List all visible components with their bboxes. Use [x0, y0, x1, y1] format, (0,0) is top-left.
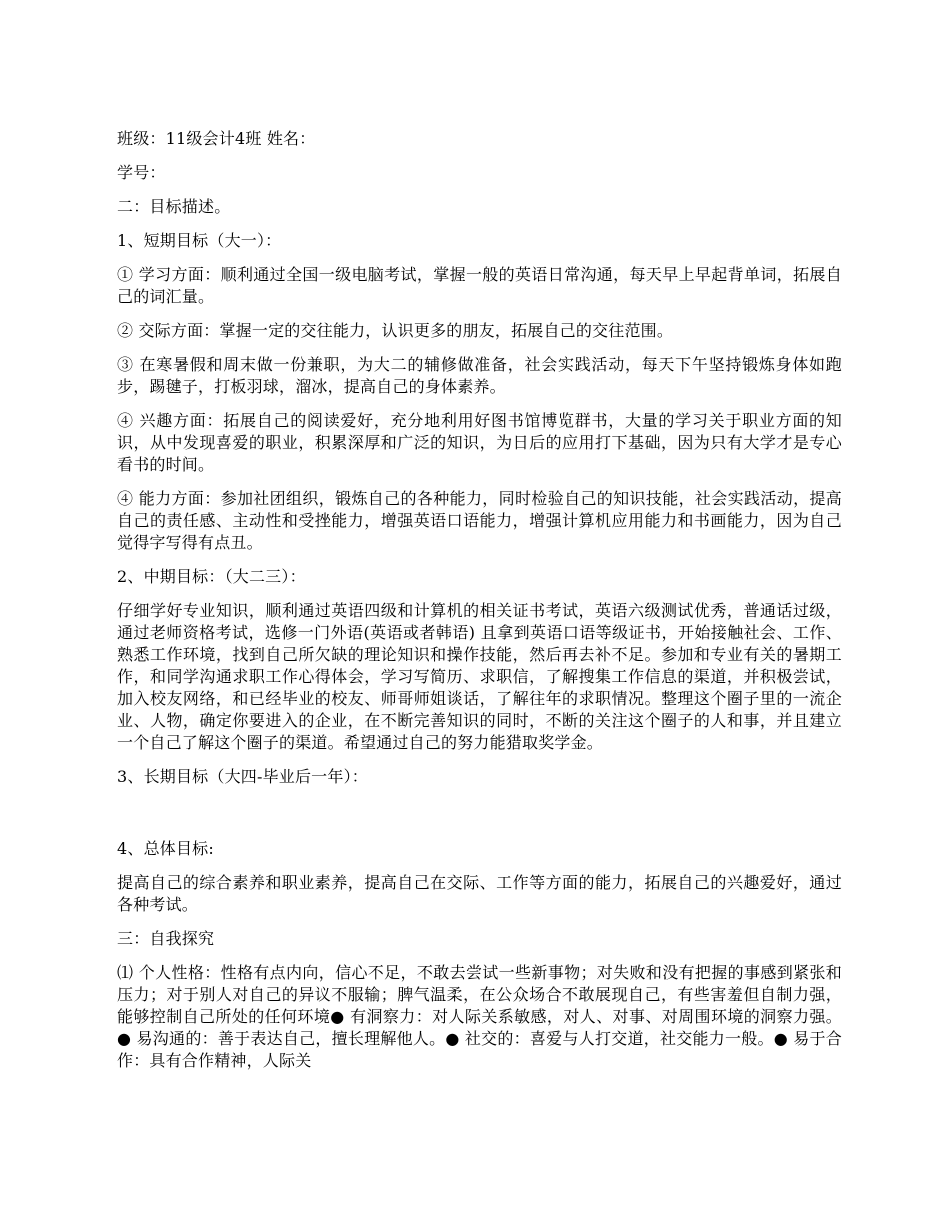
ability-goal-paragraph: ④ 能力方面：参加社团组织，锻炼自己的各种能力，同时检验自己的知识技能，社会实践活动，提高自己的责任感、主动性和受挫能力，增强英语口语能力，增强计算机应用能力和书画能力，因为自己觉得字写得有点丑。: [117, 489, 842, 552]
mid-term-paragraph: 仔细学好专业知识，顺利通过英语四级和计算机的相关证书考试，英语六级测试优秀，普通话过级，通过老师资格考试，选修一门外语(英语或者韩语) 且拿到英语口语等级证书，开始接触社会、工作、熟悉工作环境，找到自己所欠缺的理论知识和操作技能，然后再去补不足。参加和专业有关的暑期工作，和同学沟通求职工作心得体会，学习写简历、求职信，了解搜集工作信息的渠道，并积极尝试，加入校友网络，和已经毕业的校友、师哥师姐谈话，了解往年的求职情况。整理这个圈子里的一流企业、人物，确定你要进入的企业，在不断完善知识的同时，不断的关注这个圈子的人和事，并且建立一个自己了解这个圈子的渠道。希望通过自己的努力能猎取奖学金。: [117, 601, 842, 752]
mid-term-heading: 2、中期目标：（大二三）：: [117, 567, 306, 586]
document-body: [117, 128, 842, 1084]
interest-goal-paragraph: ④ 兴趣方面：拓展自己的阅读爱好，充分地利用好图书馆博览群书，大量的学习关于职业方面的知识，从中发现喜爱的职业，积累深厚和广泛的知识，为日后的应用打下基础，因为只有大学才是专心看书的时间。: [117, 411, 842, 474]
personality-paragraph: ⑴ 个人性格：性格有点内向，信心不足，不敢去尝试一些新事物；对失败和没有把握的事感到紧张和压力；对于别人对自己的异议不服输；脾气温柔，在公众场合不敢展现自己，有些害羞但自制力强，能够控制自己所处的任何环境● 有洞察力：对人际关系敏感，对人、对事、对周围环境的洞察力强。● 易沟通的：善于表达自己，擅长理解他人。● 社交的：喜爱与人打交道，社交能力一般。● 易于合作：具有合作精神，人际关: [117, 963, 842, 1070]
class-name-line: 班级：11级会计4班 姓名：: [117, 129, 316, 148]
student-id-line: 学号：: [117, 163, 166, 182]
section-heading-self-exploration: 三：自我探究: [117, 929, 215, 948]
overall-goal-heading: 4、总体目标:: [117, 839, 214, 858]
short-term-heading: 1、短期目标（大一）：: [117, 231, 282, 250]
section-heading-goals: 二：目标描述。: [117, 197, 231, 216]
study-goal-paragraph: ① 学习方面：顺利通过全国一级电脑考试，掌握一般的英语日常沟通，每天早上早起背单词，拓展自己的词汇量。: [117, 265, 842, 306]
overall-goal-paragraph: 提高自己的综合素养和职业素养，提高自己在交际、工作等方面的能力，拓展自己的兴趣爱好，通过各种考试。: [117, 873, 842, 914]
practice-goal-paragraph: ③ 在寒暑假和周末做一份兼职，为大二的辅修做准备，社会实践活动，每天下午坚持锻炼身体如跑步，踢毽子，打板羽球，溜冰，提高自己的身体素养。: [117, 355, 842, 396]
social-goal-paragraph: ② 交际方面：掌握一定的交往能力，认识更多的朋友，拓展自己的交往范围。: [117, 321, 674, 340]
long-term-heading: 3、长期目标（大四-毕业后一年）：: [117, 767, 368, 786]
